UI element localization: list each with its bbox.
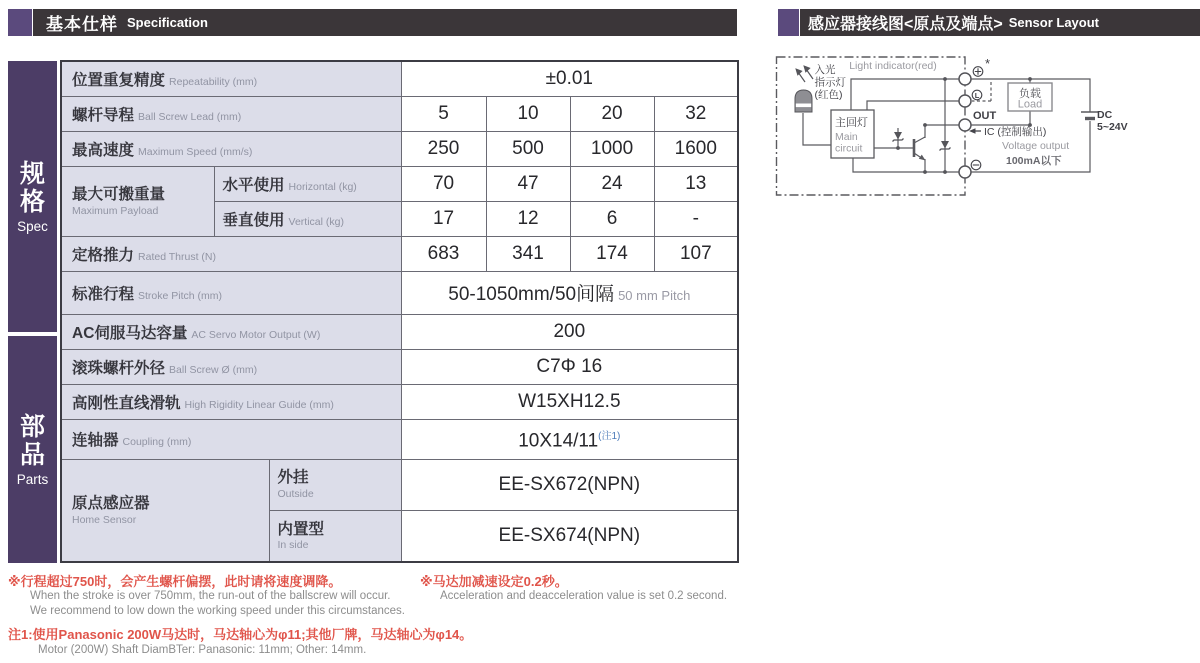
label-inside: 内置型 In side — [269, 510, 401, 562]
spec-header-accent-square — [8, 9, 32, 36]
value-lead-3: 20 — [570, 97, 654, 132]
value-sensor-inside: EE-SX674(NPN) — [401, 510, 738, 562]
value-lead-2: 10 — [486, 97, 570, 132]
value-linear-guide: W15XH12.5 — [401, 384, 738, 419]
row-ball-screw-lead — [61, 97, 738, 132]
section-parts-zh: 部品 — [19, 412, 45, 469]
footnote-shaft-en: Motor (200W) Shaft DiamBTer: Panasonic: 11mm; Other: 14mm. — [38, 644, 367, 656]
label-servo-output: AC伺服马达容量 AC Servo Motor Output (W) — [61, 314, 401, 349]
row-linear-guide — [61, 384, 738, 419]
label-repeatability: 位置重复精度 Repeatability (mm) — [61, 61, 401, 97]
footnote-shaft-zh: 注1:使用Panasonic 200W马达时，马达轴心为φ11;其他厂牌，马达轴心为φ14。 — [8, 627, 473, 642]
row-coupling — [61, 419, 738, 459]
footnote-stroke-en: When the stroke is over 750mm, the run-out of the ballscrew will occur. We recommend to low down the working speed under this circumstances. — [30, 590, 405, 617]
dc-voltage-label: 5~24V — [1097, 121, 1128, 133]
value-coupling: $10X14/11^{(注1)}$ — [401, 419, 738, 459]
value-speed-1: 250 — [401, 132, 486, 167]
sensor-header-title-en: Sensor Layout — [1008, 15, 1099, 30]
value-thrust-3: 174 — [570, 237, 654, 272]
value-servo-output: 200 — [401, 314, 738, 349]
footnote-ref-1: (注1) — [598, 430, 621, 442]
light-ray-arrows — [796, 66, 813, 82]
row-servo-output — [61, 314, 738, 349]
light-indicator-label: Light indicator(red) — [849, 60, 937, 72]
value-thrust-2: 341 — [486, 237, 570, 272]
value-lead-1: 5 — [401, 97, 486, 132]
footnote-stroke-zh: ※行程超过750时，会产生螺杆偏摆，此时请将速度调降。 — [8, 574, 342, 589]
load-label-zh: 负载 — [1019, 88, 1041, 100]
incoming-light-label-2: 指示灯 — [814, 76, 846, 89]
zener-diode-left — [893, 132, 904, 142]
value-vertical-4: - — [654, 202, 738, 237]
value-vertical-2: 12 — [486, 202, 570, 237]
transistor-symbol — [914, 137, 926, 161]
value-repeatability: ±0.01 — [401, 61, 738, 97]
value-thrust-4: 107 — [654, 237, 738, 272]
row-payload-horizontal — [61, 167, 738, 202]
zener-diode-right — [940, 141, 951, 151]
value-horizontal-4: 13 — [654, 167, 738, 202]
terminal-minus — [959, 166, 971, 178]
value-speed-2: 500 — [486, 132, 570, 167]
terminal-L — [959, 95, 971, 107]
row-max-speed — [61, 132, 738, 167]
spec-header-title-zh: 基本仕样 — [46, 15, 118, 34]
label-ball-screw-lead: 螺杆导程 Ball Screw Lead (mm) — [61, 97, 401, 132]
label-outside: 外挂 Outside — [269, 459, 401, 510]
row-home-sensor-outside — [61, 459, 738, 510]
value-vertical-3: 6 — [570, 202, 654, 237]
sensor-header-title-zh: 感应器接线图<原点及端点> — [808, 16, 1003, 33]
incoming-light-label-1: 入光 — [814, 64, 836, 76]
value-thrust-1: 683 — [401, 237, 486, 272]
value-horizontal-2: 47 — [486, 167, 570, 202]
section-parts-en: Parts — [16, 471, 49, 487]
sensor-header-bar — [800, 9, 1200, 36]
value-horizontal-1: 70 — [401, 167, 486, 202]
current-limit-label: 100mA以下 — [1006, 155, 1062, 167]
terminal-plus — [959, 73, 971, 85]
footnote-accel-zh: ※马达加减速设定0.2秒。 — [420, 574, 568, 589]
label-screw-diameter: 滚珠螺杆外径 Ball Screw Ø (mm) — [61, 349, 401, 384]
plus-circle-icon — [973, 67, 983, 77]
ic-output-label: IC (控制输出) — [984, 126, 1047, 138]
section-spec-en: Spec — [17, 218, 48, 234]
asterisk-marker: * — [985, 56, 991, 71]
minus-circle-icon — [971, 160, 981, 170]
value-speed-4: 1600 — [654, 132, 738, 167]
main-circuit-label-en1: Main — [835, 131, 858, 143]
sensor-header-accent-square — [778, 9, 799, 36]
spec-table — [60, 60, 739, 563]
label-linear-guide: 高刚性直线滑轨 High Rigidity Linear Guide (mm) — [61, 384, 401, 419]
ic-output-arrow — [969, 128, 981, 134]
value-stroke-pitch: 50-1050mm/50间隔 50 mm Pitch — [401, 272, 738, 315]
label-max-speed: 最高速度 Maximum Speed (mm/s) — [61, 132, 401, 167]
row-repeatability — [61, 61, 738, 97]
row-rated-thrust — [61, 237, 738, 272]
value-screw-diameter: C7Φ 16 — [401, 349, 738, 384]
out-label: OUT — [973, 110, 997, 122]
spec-header-title-en: Specification — [127, 15, 208, 30]
value-lead-4: 32 — [654, 97, 738, 132]
value-vertical-1: 17 — [401, 202, 486, 237]
dc-label: DC — [1097, 109, 1113, 121]
spec-header-bar — [33, 9, 737, 36]
value-horizontal-3: 24 — [570, 167, 654, 202]
label-max-payload: 最大可搬重量 Maximum Payload — [61, 167, 214, 237]
main-circuit-label-en2: circuit — [835, 142, 863, 155]
label-rated-thrust: 定格推力 Rated Thrust (N) — [61, 237, 401, 272]
load-label-en: Load — [1017, 98, 1043, 111]
footnote-accel-en: Acceleration and deacceleration value is set 0.2 second. — [440, 590, 728, 602]
main-circuit-label-zh: 主回灯 — [835, 117, 868, 129]
terminal-out — [959, 119, 971, 131]
label-vertical: 垂直使用 Vertical (kg) — [214, 202, 401, 237]
row-screw-diameter — [61, 349, 738, 384]
label-coupling: 连轴器 Coupling (mm) — [61, 419, 401, 459]
value-speed-3: 1000 — [570, 132, 654, 167]
terminal-L-letter: L — [974, 90, 980, 100]
row-stroke-pitch — [61, 272, 738, 315]
voltage-output-label: Voltage output — [1002, 140, 1070, 152]
led-indicator-icon — [795, 90, 812, 112]
section-label-spec — [8, 61, 57, 332]
incoming-light-label-3: (红色) — [814, 89, 843, 101]
label-stroke-pitch: 标准行程 Stroke Pitch (mm) — [61, 272, 401, 315]
label-home-sensor: 原点感应器 Home Sensor — [61, 459, 269, 562]
section-label-parts — [8, 336, 57, 563]
value-sensor-outside: EE-SX672(NPN) — [401, 459, 738, 510]
label-horizontal: 水平使用 Horizontal (kg) — [214, 167, 401, 202]
section-spec-zh: 规格 — [19, 159, 45, 216]
sensor-wiring-diagram — [775, 55, 1200, 215]
